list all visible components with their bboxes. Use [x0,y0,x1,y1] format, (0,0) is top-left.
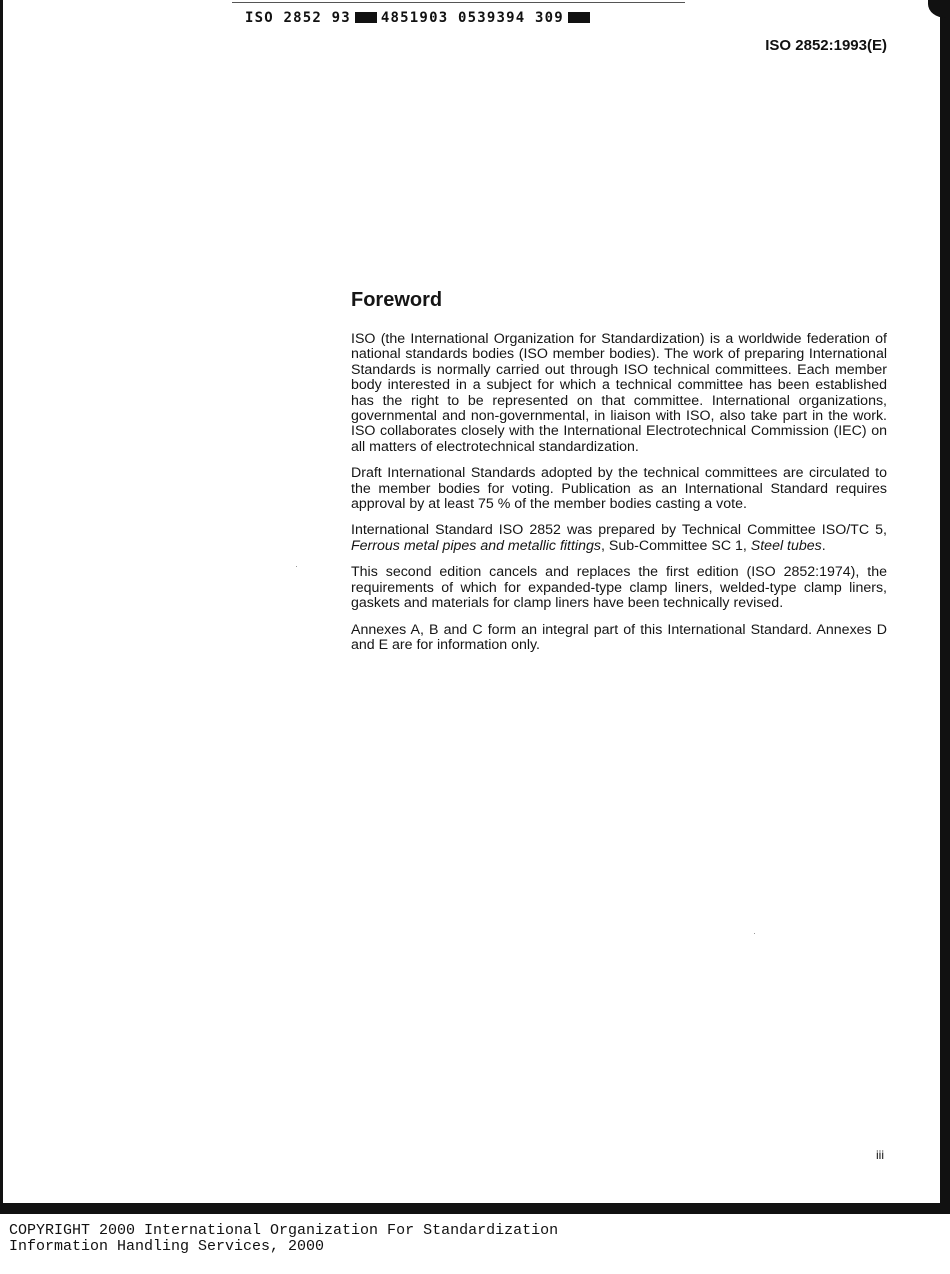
foreword-heading: Foreword [351,289,443,311]
scan-left-border [0,0,3,1212]
copyright-footer [9,1223,558,1255]
barcode-block-2 [568,12,590,23]
paragraph-3-text-a: International Standard ISO 2852 was prepared by Technical Committee ISO/TC 5, [351,522,887,539]
foreword-paragraph-4: This second edition cancels and replaces the first edition (ISO 2852:1974), the requirements of which for expanded-type clamp liners, welded-type clamp liners, gaskets and materials for clamp liners have been technically revised. [351,564,887,612]
foreword-paragraph-5: Annexes A, B and C form an integral part of this International Standard. Annexes D and E are for information only. [351,621,887,653]
foreword-paragraph-3 [351,523,887,554]
subcommittee-title: Steel tubes [750,537,822,554]
scan-speck [754,933,755,934]
scan-bottom-band [0,1203,950,1214]
barcode-text-1: ISO 2852 93 [245,10,351,26]
scan-speck [296,566,297,567]
foreword-paragraph-2: Draft International Standards adopted by the technical committees are circulated to the member bodies for voting. Publication as an International Standard requires approval by at least 75 % of the member bodies casting a vote. [351,465,887,513]
barcode-text-2: 4851903 0539394 309 [380,10,564,26]
document-id: ISO 2852:1993(E) [765,37,887,54]
scan-corner-curl [928,0,950,18]
committee-title: Ferrous metal pipes and metallic fittings [351,537,601,554]
paragraph-3-text-c: . [821,537,826,554]
footer-line-1: COPYRIGHT 2000 International Organization For Standardization [9,1222,559,1239]
page-number: iii [876,1148,884,1162]
scan-right-border [940,10,950,1210]
footer-line-2: Information Handling Services, 2000 [9,1238,325,1255]
barcode-header-line [245,9,594,27]
top-rule [232,2,685,3]
barcode-block-1 [355,12,377,23]
foreword-paragraph-1: ISO (the International Organization for Standardization) is a worldwide federation of national standards bodies (ISO member bodies). The work of preparing International Standards is normally carried out through ISO technical committees. Each member body interested in a subject for which a technical committee has been established has the right to be represented on that committee. International organizations, governmental and non-governmental, in liaison with ISO, also take part in the work. ISO collaborates closely with the International Electrotechnical Commission (IEC) on all matters of electrotechnical standardization. [351,331,887,455]
foreword-section [351,287,887,664]
paragraph-3-text-b: , Sub-Committee SC 1, [600,537,751,554]
